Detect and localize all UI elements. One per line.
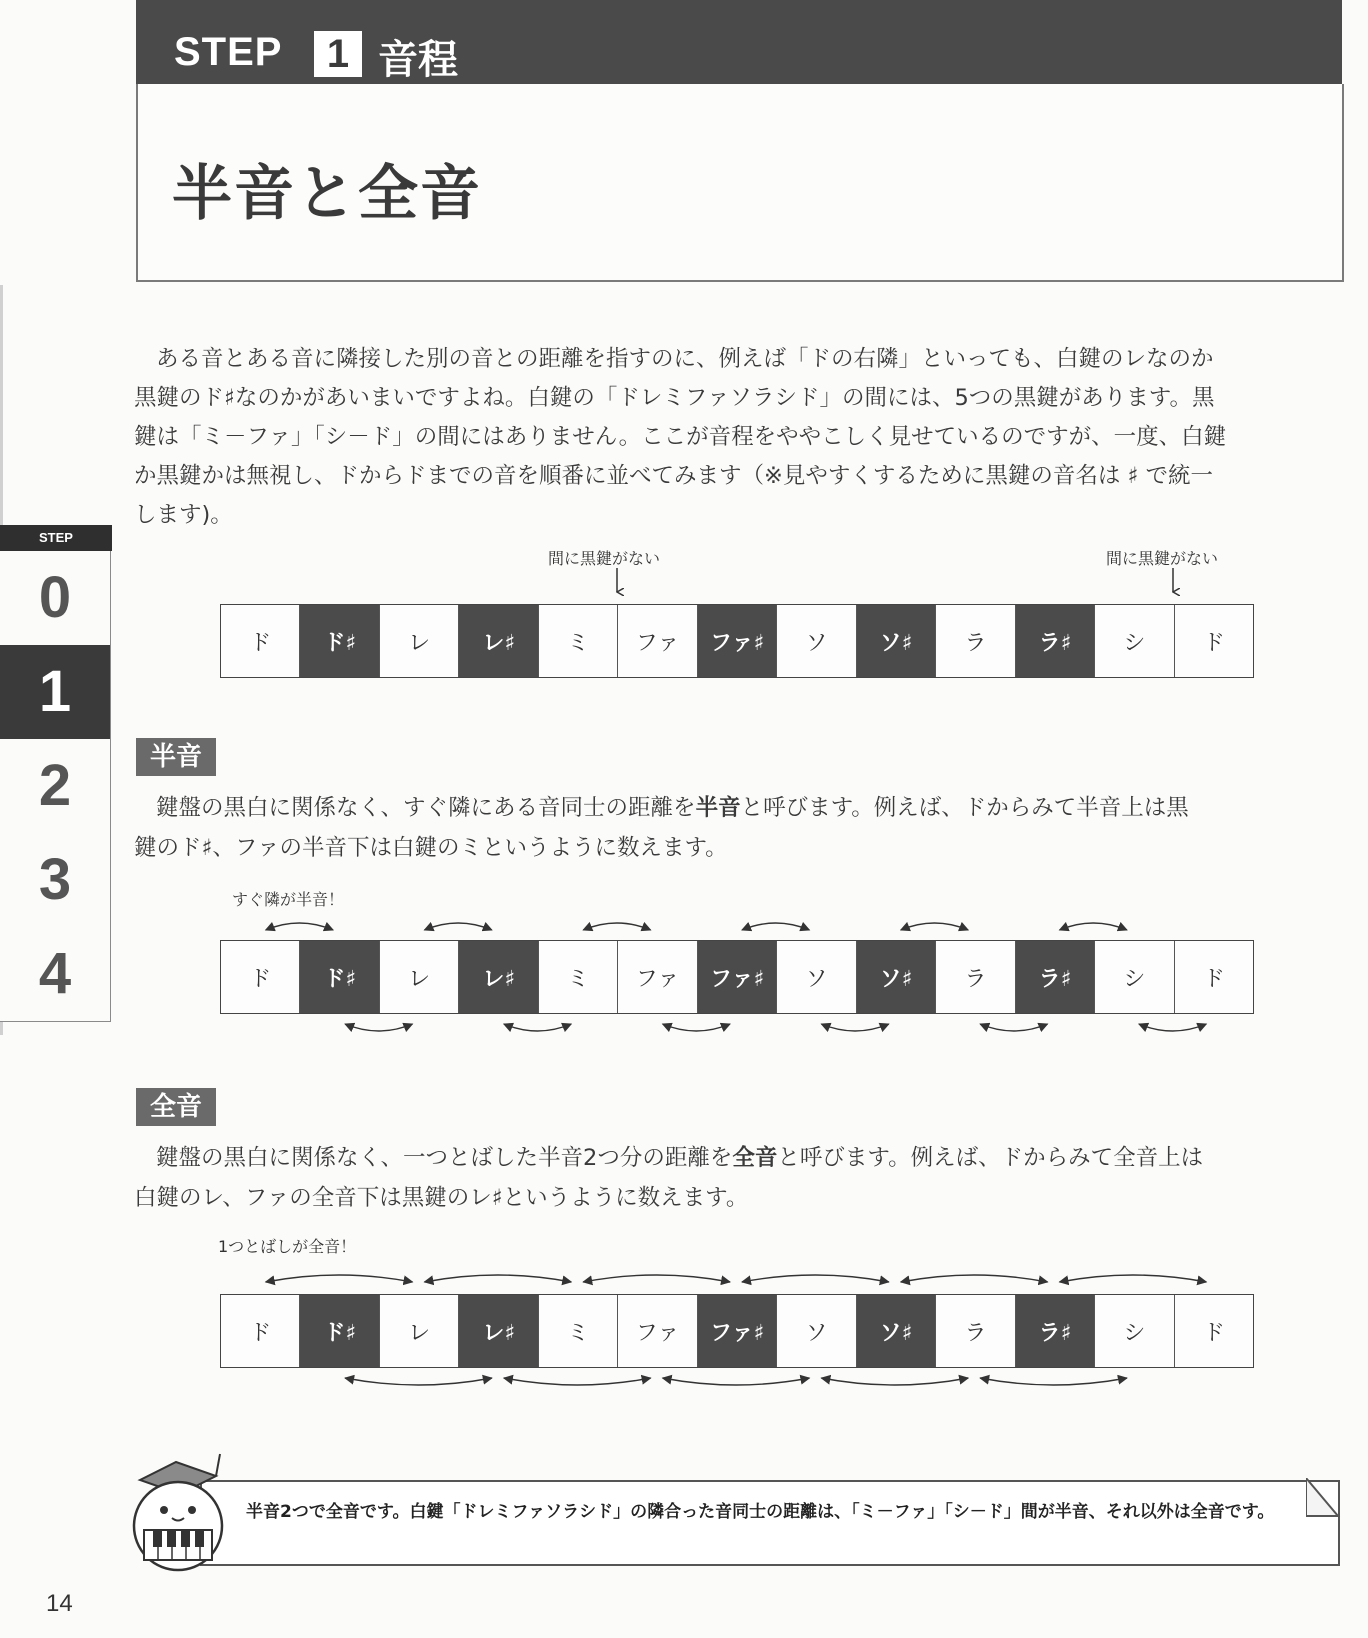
white-key-4: ミ: [539, 941, 618, 1013]
black-key-3: レ♯: [459, 605, 538, 677]
whole-step-note: 1つとばしが全音！: [218, 1237, 357, 1256]
black-key-6: ファ♯: [698, 1295, 777, 1367]
black-key-8: ソ♯: [857, 1295, 936, 1367]
piano-mascot-icon: [118, 1448, 238, 1572]
arr-whole-top-arc-5: [1060, 1275, 1207, 1282]
intro-paragraph: [134, 340, 1344, 535]
arr-whole-top-arc-2: [583, 1275, 730, 1282]
white-key-7: ソ: [777, 941, 856, 1013]
half-step-line1: 鍵盤の黒白に関係なく、すぐ隣にある音同士の距離を半音と呼びます。例えば、ドからみて半音上は黒: [156, 795, 1189, 821]
page-title: 半音と全音: [172, 159, 482, 229]
black-key-1: ド♯: [300, 1295, 379, 1367]
black-key-1: ド♯: [300, 605, 379, 677]
arr-whole-top-arc-4: [901, 1275, 1048, 1282]
arr-whole-bot-arc-4: [980, 1378, 1127, 1385]
whole-step-line1: 鍵盤の黒白に関係なく、一つとばした半音2つ分の距離を全音と呼びます。例えば、ドからみて全音上は: [156, 1145, 1204, 1171]
white-key-5: ファ: [618, 941, 697, 1013]
arr-half-top-arc-0: [266, 923, 333, 930]
no-black-key-note-right: 間に黒鍵がない: [1106, 549, 1219, 568]
white-key-12: ド: [1175, 941, 1253, 1013]
tab-step-2[interactable]: 2: [0, 739, 111, 834]
keyboard-strip-half-step: [220, 940, 1254, 1014]
arr-whole-top-arc-3: [742, 1275, 889, 1282]
tab-step-1[interactable]: 1: [0, 645, 111, 740]
tab-step-3[interactable]: 3: [0, 833, 111, 928]
white-key-5: ファ: [618, 605, 697, 677]
black-key-3: レ♯: [459, 941, 538, 1013]
tab-step-0[interactable]: 0: [0, 551, 111, 646]
black-key-10: ラ♯: [1016, 1295, 1095, 1367]
arr-half-top-arc-4: [901, 923, 968, 930]
arr-half-bot-arc-1: [504, 1024, 571, 1031]
black-key-8: ソ♯: [857, 941, 936, 1013]
arr-whole-bot-arc-2: [663, 1378, 810, 1385]
white-key-2: レ: [380, 1295, 459, 1367]
white-key-9: ラ: [936, 1295, 1015, 1367]
half-step-arrows-bottom: [0, 1014, 1368, 1050]
white-key-5: ファ: [618, 1295, 697, 1367]
whole-step-arrows-bottom: [0, 1368, 1368, 1398]
arr-half-bot-arc-0: [345, 1024, 412, 1031]
arr-half-bot-arc-5: [1139, 1024, 1206, 1031]
arr-whole-top-arc-1: [424, 1275, 571, 1282]
white-key-7: ソ: [777, 605, 856, 677]
white-key-11: シ: [1095, 941, 1174, 1013]
intro-line: 鍵は「ミ－ファ」「シ－ド」の間にはありません。ここが音程をややこしく見せているのですが、一度、白鍵: [134, 424, 1227, 450]
white-key-9: ラ: [936, 941, 1015, 1013]
arr-half-top-arc-1: [424, 923, 491, 930]
half-step-note: すぐ隣が半音！: [232, 890, 345, 909]
white-key-7: ソ: [777, 1295, 856, 1367]
white-key-11: シ: [1095, 605, 1174, 677]
no-black-key-note-left: 間に黒鍵がない: [548, 549, 661, 568]
white-key-0: ド: [221, 1295, 300, 1367]
half-step-label: 半音: [136, 738, 216, 776]
white-key-0: ド: [221, 605, 300, 677]
black-key-1: ド♯: [300, 941, 379, 1013]
tip-text: 半音2つで全音です。白鍵「ドレミファソラシド」の隣合った音同士の距離は、「ミ－ファ」「シ－ド」間が半音、それ以外は全音です。: [246, 1502, 1275, 1522]
black-key-10: ラ♯: [1016, 605, 1095, 677]
black-key-10: ラ♯: [1016, 941, 1095, 1013]
white-key-4: ミ: [539, 605, 618, 677]
arr-whole-bot-arc-1: [504, 1378, 651, 1385]
folded-corner-icon: [1306, 1478, 1342, 1518]
arr-half-bot-arc-4: [980, 1024, 1047, 1031]
arr-whole-bot-arc-3: [821, 1378, 968, 1385]
step-label: STEP: [174, 30, 283, 74]
side-tabs-label: STEP: [0, 525, 112, 551]
half-step-arrows-top: [0, 908, 1368, 944]
white-key-0: ド: [221, 941, 300, 1013]
white-key-2: レ: [380, 605, 459, 677]
keyboard-strip-intro: [220, 604, 1254, 678]
tab-step-4[interactable]: 4: [0, 927, 111, 1022]
arr-half-top-arc-5: [1060, 923, 1127, 930]
intro-line: ある音とある音に隣接した別の音との距離を指すのに、例えば「ドの右隣」といっても、白鍵のレなのか: [156, 346, 1214, 372]
step-topic: 音程: [378, 37, 458, 83]
whole-step-label: 全音: [136, 1088, 216, 1126]
arr-half-bot-arc-2: [663, 1024, 730, 1031]
black-key-6: ファ♯: [698, 605, 777, 677]
arr-half-bot-arc-3: [821, 1024, 888, 1031]
black-key-6: ファ♯: [698, 941, 777, 1013]
whole-step-paragraph: [134, 1138, 1344, 1218]
whole-step-arrows-top: [0, 1262, 1368, 1292]
white-key-11: シ: [1095, 1295, 1174, 1367]
half-step-line2: 鍵のド♯、ファの半音下は白鍵のミというように数えます。: [134, 835, 728, 861]
white-key-12: ド: [1175, 605, 1253, 677]
keyboard-strip-whole-step: [220, 1294, 1254, 1368]
step-number: 1: [314, 31, 362, 77]
arr-whole-bot-arc-0: [345, 1378, 492, 1385]
white-key-4: ミ: [539, 1295, 618, 1367]
white-key-2: レ: [380, 941, 459, 1013]
arr-half-top-arc-2: [583, 923, 650, 930]
intro-line: します)。: [134, 502, 233, 528]
down-arrows: [0, 566, 1368, 596]
black-key-3: レ♯: [459, 1295, 538, 1367]
page-number: 14: [46, 1590, 73, 1617]
white-key-12: ド: [1175, 1295, 1253, 1367]
whole-step-line2: 白鍵のレ、ファの全音下は黒鍵のレ♯というように数えます。: [134, 1185, 749, 1211]
arr-half-top-arc-3: [742, 923, 809, 930]
white-key-9: ラ: [936, 605, 1015, 677]
arr-whole-top-arc-0: [266, 1275, 413, 1282]
half-step-paragraph: [134, 788, 1344, 868]
intro-line: か黒鍵かは無視し、ドからドまでの音を順番に並べてみます（※見やすくするために黒鍵の音名は ♯ で統一: [134, 463, 1214, 489]
black-key-8: ソ♯: [857, 605, 936, 677]
intro-line: 黒鍵のド♯なのかがあいまいですよね。白鍵の「ドレミファソラシド」の間には、5つの黒鍵があります。黒: [134, 385, 1215, 411]
